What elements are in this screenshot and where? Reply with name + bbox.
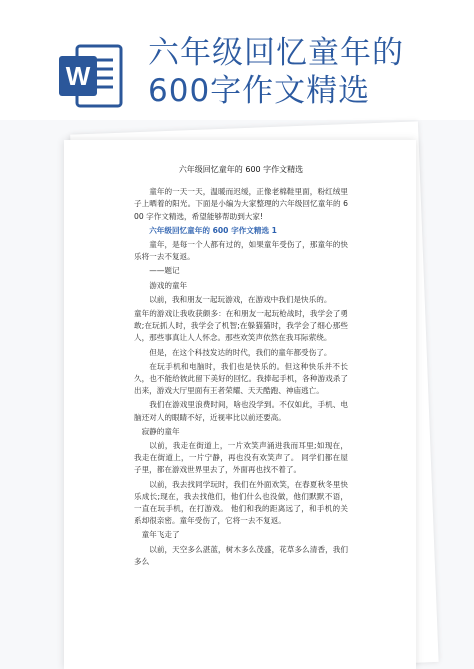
paragraph: 以前，我去找同学玩时，我们在外面欢笑，在春夏秋冬里快乐成长;现在，我去找他们，他们什么也没做，他们默默不语，一直在玩手机，在打游戏。 他们和我的距离远了，和手机的关系却很亲密。童年受伤了，它将一去不复返。 xyxy=(134,479,348,526)
page-title xyxy=(148,34,468,110)
paragraph: 以前，我走在街道上，一片欢笑声涌进我而耳里;如现在，我走在街道上，一片宁静，再也没有欢笑声了。 同学们都在屋子里，都在游戏世界里去了，外面再也找不着了。 xyxy=(134,441,348,475)
paragraph: 以前，天空多么湛蓝，树木多么茂盛，花草多么清香，我们多么 xyxy=(134,544,348,566)
paragraph-epigraph: ——题记 xyxy=(149,266,180,276)
document-title: 六年级回忆童年的 600 字作文精选 xyxy=(178,165,304,174)
subsection-heading: 寂静的童年 xyxy=(141,426,180,436)
page-title-line-2: 600字作文精选 xyxy=(148,73,371,109)
paragraph: 在玩手机和电脑时，我们也是快乐的。但这种快乐并不长久，也不能给彼此留下美好的回忆。我捧起手机，各种游戏杀了出来，游戏大厅里面有王者荣耀、天天酷跑、神庙逃亡。 xyxy=(134,361,348,396)
header-banner xyxy=(0,0,474,120)
subsection-heading: 童年飞走了 xyxy=(141,530,180,540)
paragraph: 以前，我和朋友一起玩游戏，在游戏中我们是快乐的。 xyxy=(149,294,332,304)
paragraph: 但是，在这个科技发达的时代，我们的童年都受伤了。 xyxy=(149,347,332,357)
document-body xyxy=(134,164,348,570)
paragraph: 童年的游戏让我收获颇多：在和朋友一起玩枪战时，我学会了勇敢;在玩抓人时，我学会了机智;在躲猫猫时，我学会了细心那些人，那些事真让人人怀念。那些欢笑声依然在我耳际萦绕。 xyxy=(134,309,348,343)
paragraph: 童年，是每一个人都有过的，如果童年受伤了，那童年的快乐将一去不复返。 xyxy=(134,240,348,262)
subsection-heading: 游戏的童年 xyxy=(149,280,188,290)
section-heading: 六年级回忆童年的 600 字作文精选 1 xyxy=(149,225,277,235)
word-document-icon xyxy=(55,40,127,112)
document-intro: 童年的一天一天，温暖而迟缓，正像老棉鞋里面，粉红绒里子上晒着的阳光。下面是小编为大家整理的六年级回忆童年的 600 字作文精选，希望能够帮助到大家! xyxy=(134,187,348,221)
word-icon-letter: W xyxy=(65,61,91,91)
paragraph: 我们在游戏里浪费时间，啥也没学到。不仅如此，手机、电脑还对人的眼睛不好，近视率比以前还要高。 xyxy=(134,400,348,422)
page-title-line-1: 六年级回忆童年的 xyxy=(148,35,404,71)
document-page xyxy=(64,140,416,669)
